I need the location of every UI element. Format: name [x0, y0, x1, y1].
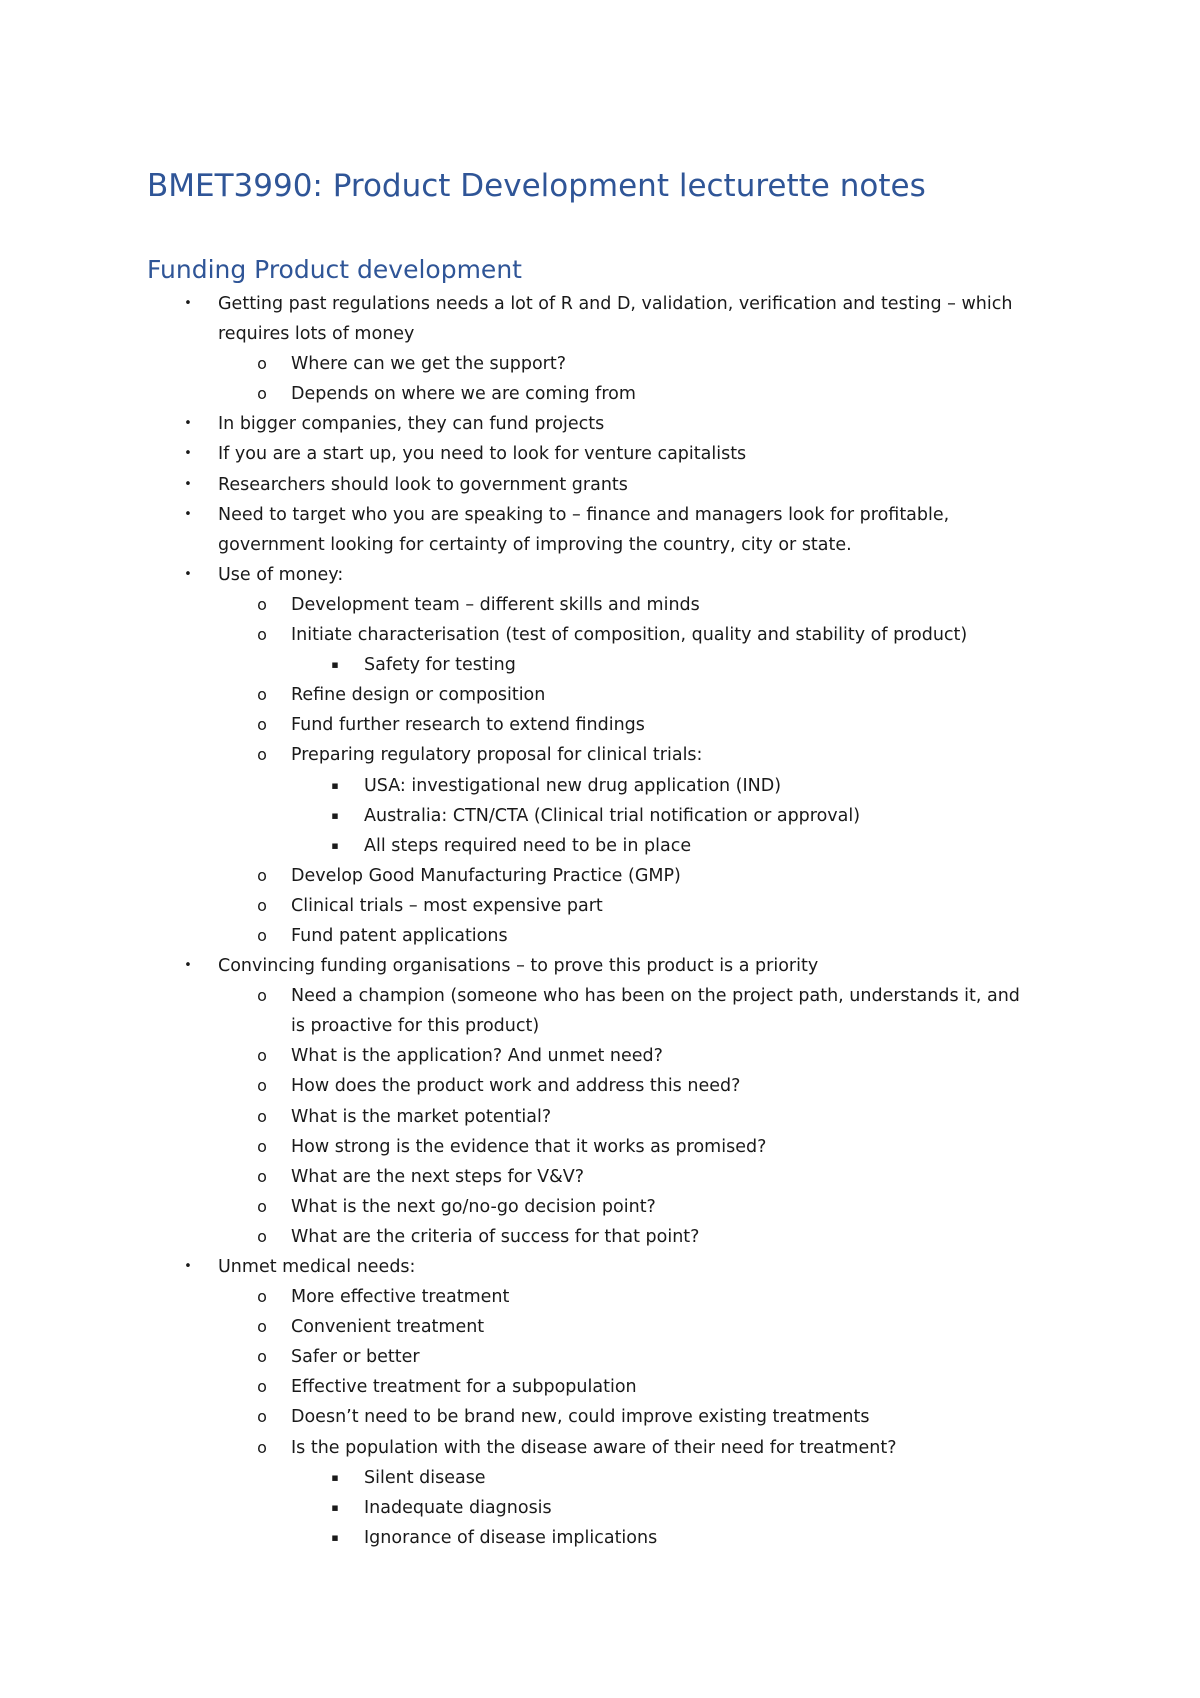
- list-item-text: Depends on where we are coming from: [291, 384, 636, 405]
- list-item-text: Need to target who you are speaking to – finance and managers look for profitable,: [218, 504, 950, 525]
- bullet-marker: o: [257, 1377, 267, 1397]
- bullet-marker: •: [184, 296, 192, 311]
- list-item: [0, 1132, 1200, 1162]
- bullet-marker: o: [257, 1407, 267, 1427]
- list-item-text: Clinical trials – most expensive part: [291, 895, 603, 916]
- list-item-text: What are the next steps for V&V?: [291, 1166, 585, 1187]
- bullet-marker: o: [257, 384, 267, 404]
- list-item: [0, 1282, 1200, 1312]
- list-item-text: Convenient treatment: [291, 1317, 485, 1338]
- bullet-marker: ▪: [331, 838, 339, 852]
- bullet-marker: o: [257, 1076, 267, 1096]
- list-item: [0, 1402, 1200, 1432]
- list-item: [0, 1342, 1200, 1372]
- list-item: [0, 1312, 1200, 1342]
- document-title: BMET3990: Product Development lecturette notes: [147, 168, 926, 204]
- bullet-marker: o: [257, 625, 267, 645]
- list-item-continuation: [0, 1011, 1200, 1041]
- list-item: [0, 801, 1200, 831]
- bullet-marker: o: [257, 986, 267, 1006]
- bullet-marker: o: [257, 715, 267, 735]
- list-item: [0, 289, 1200, 319]
- list-item-text: Use of money:: [218, 564, 344, 585]
- list-item-text: What is the next go/no-go decision point?: [291, 1196, 656, 1217]
- list-item-text: How does the product work and address this need?: [291, 1076, 741, 1097]
- bullet-marker: •: [184, 416, 192, 432]
- list-item-text: Development team – different skills and minds: [291, 594, 700, 615]
- list-item: [0, 680, 1200, 710]
- list-item: [0, 1463, 1200, 1493]
- list-item: [0, 1102, 1200, 1132]
- list-item: [0, 981, 1200, 1011]
- bullet-marker: •: [184, 506, 192, 522]
- list-item-text: What is the application? And unmet need?: [291, 1046, 663, 1067]
- list-item: [0, 349, 1200, 379]
- list-item-text: Unmet medical needs:: [218, 1257, 416, 1277]
- bullet-marker: ▪: [331, 808, 339, 822]
- list-item: [0, 650, 1200, 680]
- list-item: [0, 1041, 1200, 1071]
- list-item-text: How strong is the evidence that it works as promised?: [291, 1136, 767, 1157]
- list-item-text: Refine design or composition: [291, 685, 546, 706]
- bullet-marker: ▪: [331, 1470, 339, 1484]
- list-item-text: Getting past regulations needs a lot of R and D, validation, verification and testing – which: [218, 294, 1013, 314]
- bullet-marker: o: [257, 1046, 267, 1066]
- list-item-text: Convincing funding organisations – to prove this product is a priority: [218, 956, 819, 977]
- list-item: [0, 1162, 1200, 1192]
- list-item-text: is proactive for this product): [291, 1016, 540, 1037]
- list-item: [0, 379, 1200, 409]
- list-item-text: requires lots of money: [218, 324, 415, 345]
- bullet-marker: o: [257, 1347, 267, 1367]
- bullet-marker: o: [257, 745, 267, 765]
- bullet-marker: ▪: [331, 778, 339, 792]
- list-item: [0, 740, 1200, 770]
- section-heading: Funding Product development: [147, 255, 522, 284]
- list-item-text: All steps required need to be in place: [364, 835, 692, 856]
- list-item: [0, 439, 1200, 469]
- list-item: [0, 409, 1200, 439]
- list-item: [0, 1222, 1200, 1252]
- list-item-text: What are the criteria of success for that point?: [291, 1226, 700, 1247]
- bullet-marker: ▪: [331, 1500, 339, 1514]
- list-item: [0, 921, 1200, 951]
- list-item: [0, 500, 1200, 530]
- list-item-text: Initiate characterisation (test of composition, quality and stability of product): [291, 625, 968, 646]
- list-item: [0, 590, 1200, 620]
- list-item: [0, 831, 1200, 861]
- list-item-text: Is the population with the disease aware of their need for treatment?: [291, 1437, 897, 1458]
- list-item: [0, 560, 1200, 590]
- bullet-marker: •: [184, 446, 192, 462]
- bullet-marker: o: [257, 1106, 267, 1126]
- list-item: [0, 1252, 1200, 1282]
- list-item: [0, 891, 1200, 921]
- list-item-text: Researchers should look to government grants: [218, 474, 628, 495]
- list-item-text: Preparing regulatory proposal for clinical trials:: [291, 745, 703, 766]
- list-item: [0, 1071, 1200, 1101]
- list-item-text: Doesn’t need to be brand new, could improve existing treatments: [291, 1407, 870, 1428]
- list-item-text: If you are a start up, you need to look for venture capitalists: [218, 444, 747, 465]
- list-item-text: Develop Good Manufacturing Practice (GMP): [291, 865, 681, 886]
- bullet-marker: o: [257, 1437, 267, 1457]
- list-item: [0, 1372, 1200, 1402]
- list-item-text: Need a champion (someone who has been on the project path, understands it, and: [291, 986, 1020, 1007]
- list-item: [0, 1493, 1200, 1523]
- bullet-marker: o: [257, 1196, 267, 1216]
- list-item-text: government looking for certainty of improving the country, city or state.: [218, 534, 852, 555]
- bullet-marker: o: [257, 925, 267, 945]
- list-item: [0, 710, 1200, 740]
- list-item-text: Safer or better: [291, 1347, 420, 1368]
- bullet-marker: o: [257, 895, 267, 915]
- bullet-marker: o: [257, 1317, 267, 1337]
- list-item-text: Silent disease: [364, 1467, 486, 1488]
- bullet-marker: o: [257, 1226, 267, 1246]
- bullet-marker: •: [184, 476, 192, 492]
- bullet-marker: •: [184, 958, 192, 974]
- list-item-text: Australia: CTN/CTA (Clinical trial notification or approval): [364, 805, 861, 826]
- bullet-marker: o: [257, 594, 267, 614]
- list-item-text: What is the market potential?: [291, 1106, 552, 1127]
- bullet-marker: o: [257, 1287, 267, 1307]
- list-item: [0, 861, 1200, 891]
- list-item: [0, 1433, 1200, 1463]
- list-item-text: Fund patent applications: [291, 925, 508, 946]
- list-item: [0, 1523, 1200, 1553]
- list-item-continuation: [0, 319, 1200, 349]
- list-item-text: Fund further research to extend findings: [291, 715, 645, 736]
- list-item: [0, 771, 1200, 801]
- list-item-text: Safety for testing: [364, 655, 516, 676]
- list-item: [0, 620, 1200, 650]
- bullet-marker: o: [257, 354, 267, 374]
- bullet-marker: ▪: [331, 658, 339, 672]
- bullet-marker: •: [184, 566, 192, 582]
- bullet-marker: o: [257, 685, 267, 705]
- bullet-outline: [0, 289, 1200, 1553]
- bullet-marker: o: [257, 1166, 267, 1186]
- list-item-text: Effective treatment for a subpopulation: [291, 1377, 637, 1398]
- list-item: [0, 470, 1200, 500]
- list-item-text: In bigger companies, they can fund projects: [218, 414, 605, 435]
- list-item-text: More effective treatment: [291, 1287, 510, 1308]
- list-item-continuation: [0, 530, 1200, 560]
- list-item: [0, 1192, 1200, 1222]
- bullet-marker: •: [184, 1259, 192, 1274]
- list-item-text: Inadequate diagnosis: [364, 1497, 552, 1518]
- list-item-text: Ignorance of disease implications: [364, 1527, 658, 1548]
- list-item-text: Where can we get the support?: [291, 354, 567, 375]
- list-item-text: USA: investigational new drug application (IND): [364, 775, 782, 796]
- bullet-marker: o: [257, 1136, 267, 1156]
- list-item: [0, 951, 1200, 981]
- bullet-marker: o: [257, 865, 267, 885]
- bullet-marker: ▪: [331, 1530, 339, 1544]
